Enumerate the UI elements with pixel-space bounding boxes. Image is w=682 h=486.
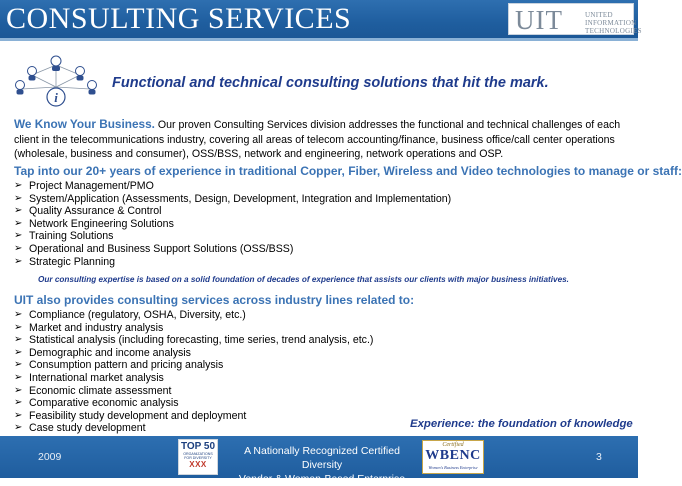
arrow-bullet-icon: ➢	[14, 371, 23, 383]
list-item: ➢ Comparative economic analysis	[14, 397, 179, 410]
uit-logo-subtitle: UNITED INFORMATION TECHNOLOGIES	[585, 11, 642, 35]
uit-logo	[508, 3, 642, 35]
arrow-bullet-icon: ➢	[14, 422, 23, 434]
list-item: ➢ Feasibility study development and deployment	[14, 409, 247, 422]
experience-tagline: Experience: the foundation of knowledge	[410, 418, 633, 430]
arrow-bullet-icon: ➢	[14, 242, 23, 254]
arrow-bullet-icon: ➢	[14, 409, 23, 421]
list-item: ➢ Market and industry analysis	[14, 321, 164, 334]
arrow-bullet-icon: ➢	[14, 255, 23, 267]
list-item: ➢ Network Engineering Solutions	[14, 217, 174, 230]
arrow-bullet-icon: ➢	[14, 359, 23, 371]
list-item: ➢ Economic climate assessment	[14, 384, 172, 397]
list-item: ➢ Consumption pattern and pricing analysis	[14, 359, 224, 372]
slide-header	[0, 0, 642, 38]
intro-paragraph	[14, 117, 626, 162]
header-rule	[0, 38, 638, 41]
section1-list	[14, 180, 451, 268]
list-item: ➢ Case study development	[14, 422, 146, 435]
intro-lead: We Know Your Business.	[14, 117, 155, 131]
section2-heading: UIT also provides consulting services across industry lines related to:	[14, 293, 415, 307]
list-item: ➢ Operational and Business Support Solutions (OSS/BSS)	[14, 242, 294, 255]
list-item: ➢ System/Application (Assessments, Design, Development, Integration and Implementation)	[14, 192, 452, 205]
list-item: ➢ Strategic Planning	[14, 255, 115, 268]
arrow-bullet-icon: ➢	[14, 180, 23, 191]
arrow-bullet-icon: ➢	[14, 334, 23, 346]
arrow-bullet-icon: ➢	[14, 217, 23, 229]
list-item: ➢ Statistical analysis (including forecasting, time series, trend analysis, etc.)	[14, 334, 374, 347]
section2-list	[14, 309, 373, 435]
wbenc-badge: Certified WBENC Women's Business Enterprise	[422, 440, 484, 474]
arrow-bullet-icon: ➢	[14, 192, 23, 204]
arrow-bullet-icon: ➢	[14, 230, 23, 242]
list-item: ➢ Training Solutions	[14, 230, 114, 243]
list-item: ➢ Project Management/PMO	[14, 180, 154, 192]
uit-logo-text: UIT	[515, 5, 563, 35]
arrow-bullet-icon: ➢	[14, 321, 23, 333]
top50-badge: TOP 50 ORGANIZATIONS FOR DIVERSITY XXX	[178, 439, 218, 475]
page-number: 3	[596, 451, 602, 463]
footer-year: 2009	[38, 451, 62, 463]
arrow-bullet-icon: ➢	[14, 397, 23, 409]
arrow-bullet-icon: ➢	[14, 205, 23, 217]
tagline: Functional and technical consulting solutions that hit the mark.	[112, 75, 549, 91]
footer-diversity-text: A Nationally Recognized Certified Diversity Vendor & Woman-Based Enterprise	[238, 445, 406, 485]
list-item: ➢ Demographic and income analysis	[14, 346, 191, 359]
intro-text: Our proven Consulting Services division addresses the functional and technical challenges of each client in the telecommunications industry, covering all areas of telecom accounting/finance, business office/call center operations (wholesale, business and consumer), OSS/BSS, network and engineering, network operations and OSP.	[14, 119, 621, 161]
arrow-bullet-icon: ➢	[14, 309, 23, 320]
arrow-bullet-icon: ➢	[14, 346, 23, 358]
section1-heading: Tap into our 20+ years of experience in traditional Copper, Fiber, Wireless and Video technologies to manage or staff:	[14, 164, 682, 178]
arrow-bullet-icon: ➢	[14, 384, 23, 396]
slide-footer	[0, 436, 638, 485]
list-item: ➢ Quality Assurance & Control	[14, 205, 162, 218]
svg-text:i: i	[54, 90, 58, 105]
expertise-note: Our consulting expertise is based on a solid foundation of decades of experience that assists our clients with major business initiatives.	[38, 275, 569, 284]
slide-title: CONSULTING SERVICES	[6, 2, 352, 35]
list-item: ➢ International market analysis	[14, 371, 164, 384]
people-network-icon	[10, 53, 102, 109]
list-item: ➢ Compliance (regulatory, OSHA, Diversity, etc.)	[14, 309, 246, 321]
